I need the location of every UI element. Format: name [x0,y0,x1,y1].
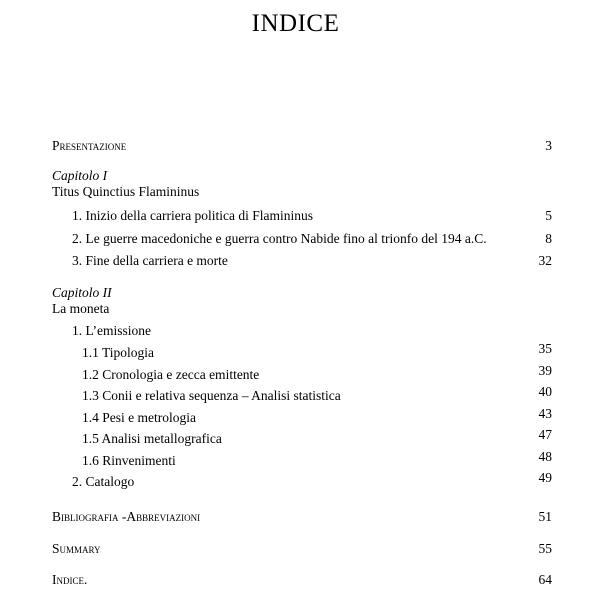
toc-entry-cap2-s2 [52,470,552,491]
toc-entry-cap2-s1-4 [52,406,552,427]
toc-page-number: 8 [545,231,552,246]
toc-entry-label: 1.4 Pesi e metrologia [82,410,196,425]
toc-entry-cap2-s1-2 [52,363,552,384]
toc-entry-label: Presentazione [52,138,127,153]
toc-entry-label: 1.6 Rinvenimenti [82,453,176,468]
toc-page-number: 64 [538,572,552,587]
toc-entry-cap2-s1-3 [52,384,552,405]
toc-entry-cap1-s2 [52,230,552,248]
toc-entry-summary [52,540,552,558]
toc-page-number: 35 [538,341,552,356]
toc-entry-bibliografia [52,508,552,526]
toc-entry-label: 1.1 Tipologia [82,345,155,360]
toc-entry-label: 1.3 Conii e relativa sequenza – Analisi statistica [82,388,341,403]
toc-entry-label: Indice. [52,572,88,587]
toc-entry-label: Summary [52,541,101,556]
toc-page-number: 32 [538,253,552,268]
toc-page-number: 47 [538,427,552,442]
toc-page-number: 55 [538,541,552,556]
toc-entry-cap2-s1-5 [52,427,552,448]
toc-entry-cap1-s3 [52,252,552,270]
toc-entry-label: 1.2 Cronologia e zecca emittente [82,367,260,382]
toc-entry-label: 1. Inizio della carriera politica di Flamininus [72,208,314,223]
toc-page-number: 40 [538,384,552,399]
toc-page-number: 49 [538,470,552,485]
page-title: INDICE [251,10,340,37]
toc-entry-presentazione [52,137,552,155]
toc-entry-label: 3. Fine della carriera e morte [72,253,228,268]
toc-page-number: 51 [538,509,552,524]
toc-entry-label: 1. L’emissione [72,323,151,338]
toc-page-number: 39 [538,363,552,378]
toc-chapter-title-1 [52,183,552,201]
toc-entry-label: Bibliografia -Abbreviazioni [52,509,201,524]
toc-entry-label: Capitolo I [52,168,108,183]
toc-entry-label: 2. Le guerre macedoniche e guerra contro Nabide fino al trionfo del 194 a.C. [72,231,487,246]
toc-entry-label: Capitolo II [52,285,112,300]
toc-entry-indice [52,571,552,589]
toc-page-number: 5 [545,208,552,223]
toc-entry-label: Titus Quinctius Flamininus [52,184,200,199]
toc-entry-label: 1.5 Analisi metallografica [82,431,222,446]
toc-chapter-title-2 [52,300,552,318]
toc-entry-cap1-s1 [52,207,552,225]
toc-page-number: 43 [538,406,552,421]
toc-entry-label: 2. Catalogo [72,474,135,489]
toc-page-number: 48 [538,449,552,464]
toc-entry-cap2-s1-1 [52,341,552,362]
toc-entry-label: La moneta [52,301,110,316]
toc-entry-cap2-s1-6 [52,449,552,470]
toc-entry-cap2-s1 [52,322,552,340]
toc-page-number: 3 [545,138,552,153]
